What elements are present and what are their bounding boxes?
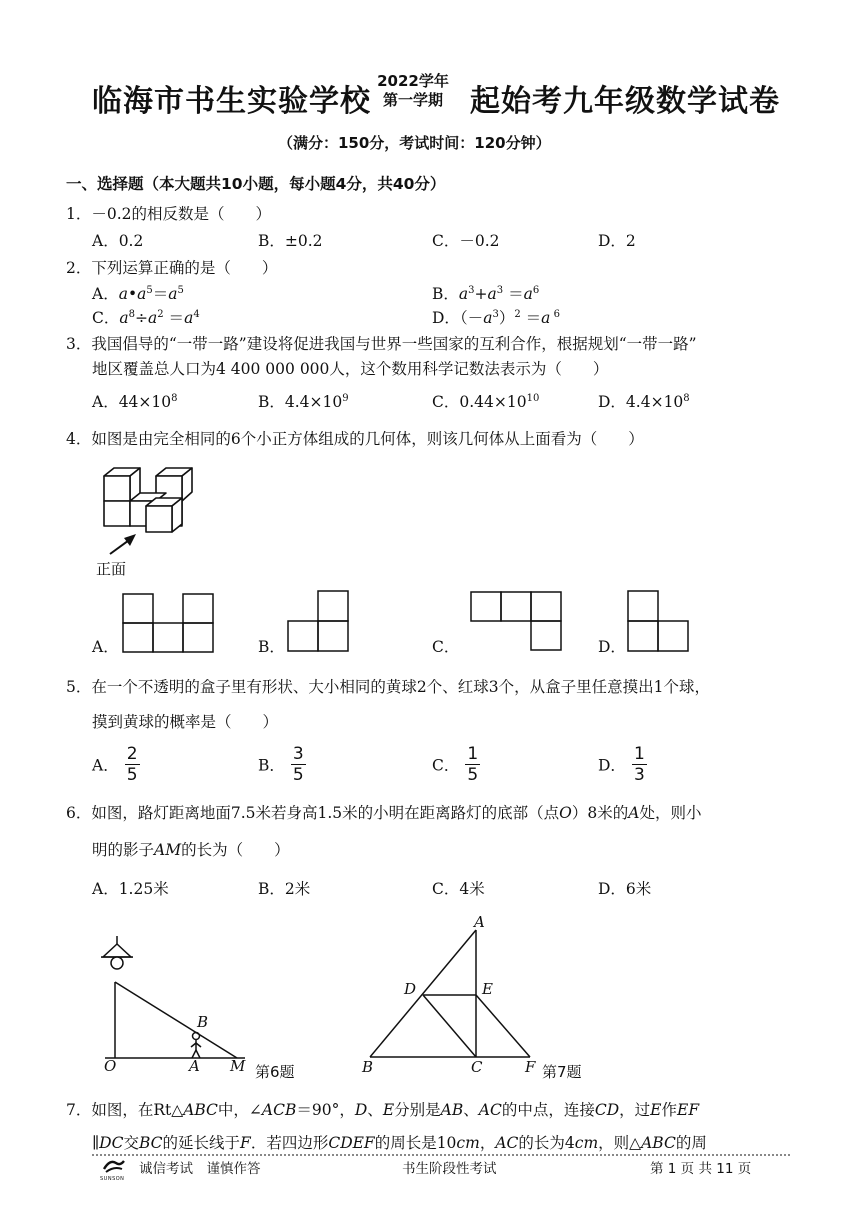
q5-line1: 5．在一个不透明的盒子里有形状、大小相同的黄球2个、红球3个，从盒子里任意摸出1个球， — [66, 678, 710, 696]
semester-label: 第一学期 — [382, 91, 443, 109]
year-label: 2022学年 — [377, 72, 449, 90]
footer-page-number: 第 1 页 共 11 页 — [650, 1161, 752, 1177]
q4-c-view-icon — [470, 591, 562, 651]
q6-option-a: A．1.25米 — [92, 880, 169, 898]
fig7-label-B: B — [362, 1058, 374, 1076]
q7-line1: 7．如图，在Rt△ABC中，∠ACB＝90°，D、E分别是AB、AC的中点，连接CD，过E作EF — [66, 1101, 700, 1119]
fig6-caption: 第6题 — [255, 1063, 295, 1081]
q4-a-view-icon — [122, 593, 214, 653]
fig7-label-F: F — [525, 1058, 536, 1076]
footer-motto: 诚信考试 谨慎作答 — [139, 1161, 261, 1177]
q3-line1: 3．我国倡导的“一带一路”建设将促进我国与世界一些国家的互利合作，根据规划“一带一路” — [66, 335, 697, 353]
q4-option-b: B． — [258, 638, 285, 656]
q5-option-c: C． $\frac{1}{5}$ — [432, 744, 479, 785]
fig6-label-A: A — [189, 1057, 200, 1075]
q1-option-a: A．0.2 — [92, 232, 144, 250]
front-label: 正面 — [96, 560, 127, 578]
figure-6-streetlight — [95, 930, 255, 1060]
q4-option-a: A． — [92, 638, 119, 656]
q2-option-a: A．$a•a^5=a^5$ — [92, 285, 184, 303]
fig6-label-B: B — [197, 1013, 209, 1031]
q6-line2: 明的影子AM的长为（ ） — [92, 841, 290, 859]
q3-line2: 地区覆盖总人口为4 400 000 000人，这个数用科学记数法表示为（ ） — [92, 360, 609, 378]
q2-option-c: C．$a^8\div a^2 =a^4$ — [92, 309, 200, 327]
q1-option-b: B．±0.2 — [258, 232, 323, 250]
q3-option-c: C．$0.44\times 10^{10}$ — [432, 393, 540, 411]
q4-stem: 4．如图是由完全相同的6个小正方体组成的几何体，则该几何体从上面看为（ ） — [66, 430, 644, 448]
q4-option-c: C． — [432, 638, 460, 656]
exam-title: 起始考九年级数学试卷 — [470, 84, 780, 119]
q6-option-d: D．6米 — [598, 880, 652, 898]
q1-option-c: C．－0.2 — [432, 232, 500, 250]
q6-option-c: C．4米 — [432, 880, 485, 898]
logo-text: SUNSON — [100, 1176, 125, 1182]
exam-info: （满分：150分，考试时间：120分钟） — [278, 134, 551, 152]
q2-option-b: B．$a^3+a^3 =a^6$ — [432, 285, 540, 303]
fig7-label-E: E — [482, 980, 493, 998]
fig7-label-D: D — [404, 980, 417, 998]
footer-center: 书生阶段性考试 — [402, 1161, 497, 1177]
q3-option-a: A．$44\times 10^8$ — [92, 393, 178, 411]
fig7-label-A: A — [474, 913, 485, 931]
figure-7-triangle — [360, 920, 540, 1065]
fig7-caption: 第7题 — [542, 1063, 582, 1081]
q3-option-d: D．$4.4\times 10^8$ — [598, 393, 690, 411]
school-title: 临海市书生实验学校 — [92, 84, 371, 119]
fig6-label-O: O — [104, 1057, 117, 1075]
q1-stem: 1．－0.2的相反数是（ ） — [66, 205, 272, 223]
section-title: 一、选择题（本大题共10小题，每小题4分，共40分） — [66, 175, 446, 193]
q1-option-d: D．2 — [598, 232, 636, 250]
q4-b-view-icon — [288, 590, 350, 652]
q6-option-b: B．2米 — [258, 880, 311, 898]
q2-option-d: D．$(-a^3)^2 =a$ $^6$ — [432, 309, 560, 327]
q7-line2: ∥DC交BC的延长线于F．若四边形CDEF的周长是10cm，AC的长为4cm，则△ABC的周 — [92, 1134, 707, 1152]
q5-option-d: D． $\frac{1}{3}$ — [598, 744, 645, 785]
q3-option-b: B．$4.4\times 10^9$ — [258, 393, 349, 411]
q5-option-b: B． $\frac{3}{5}$ — [258, 744, 304, 785]
cube-figure — [96, 462, 206, 562]
q6-line1: 6．如图，路灯距离地面7.5米若身高1.5米的小明在距离路灯的底部（点O）8米的A处，则小 — [66, 804, 702, 822]
fig6-label-M: M — [230, 1057, 246, 1075]
fig7-label-C: C — [471, 1058, 483, 1076]
q4-d-view-icon — [627, 590, 689, 652]
year-semester-block — [373, 72, 453, 110]
q4-option-d: D． — [598, 638, 626, 656]
q5-line2: 摸到黄球的概率是（ ） — [92, 713, 279, 731]
q5-option-a: A． $\frac{2}{5}$ — [92, 744, 138, 785]
q2-stem: 2．下列运算正确的是（ ） — [66, 259, 278, 277]
